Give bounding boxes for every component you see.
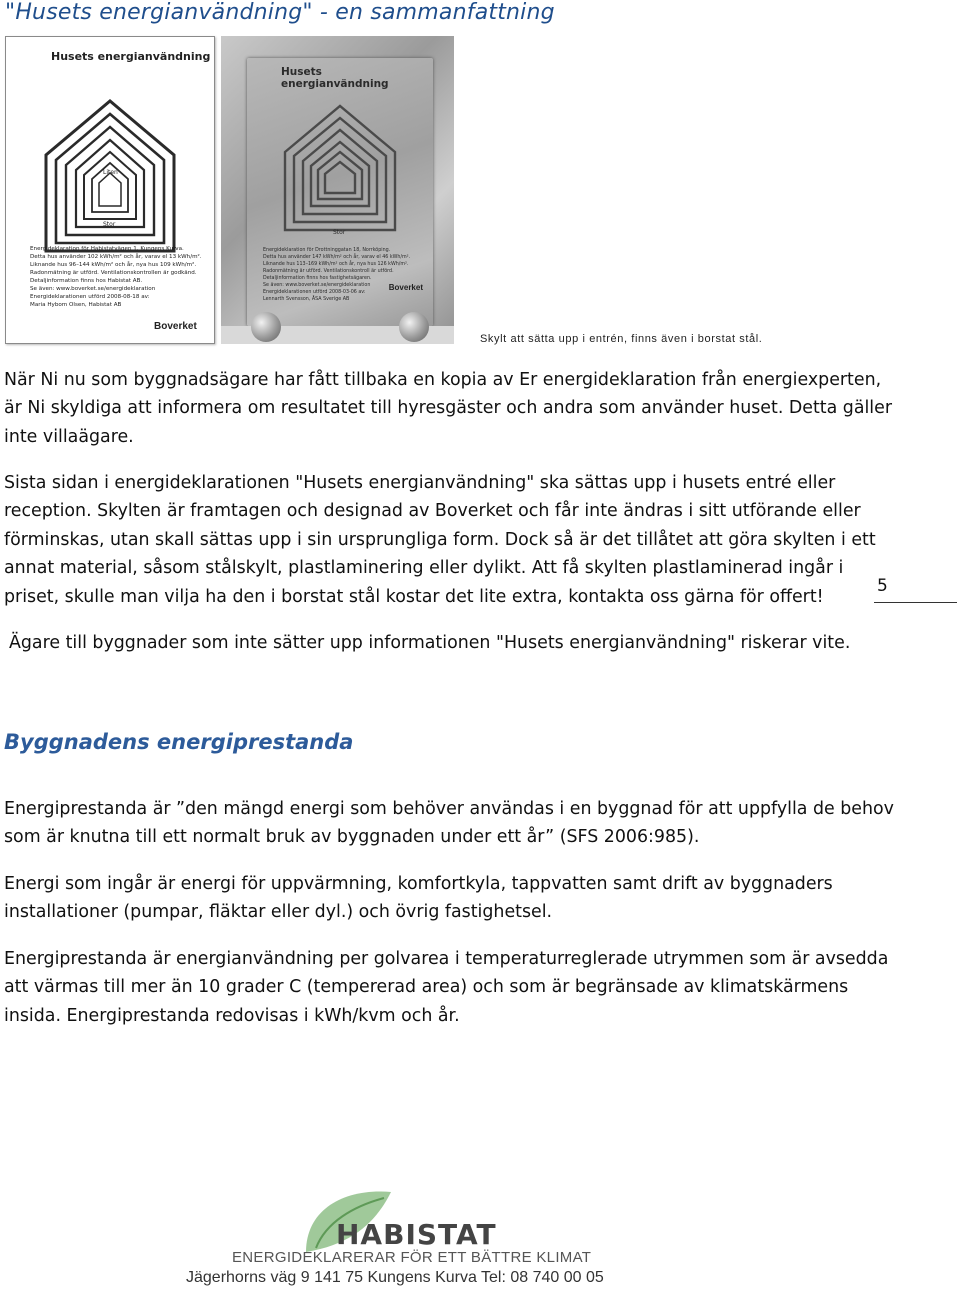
plaque-line-8: Lennarth Svensson, ÅSA Sverige AB (263, 297, 350, 302)
paragraph-6-line-3: insida. Energiprestanda redovisas i kWh/kvm och år. (4, 1005, 460, 1026)
label-line-2: Detta hus använder 102 kWh/m² och år, varav el 13 kWh/m². (30, 254, 202, 260)
boverket-logo: Boverket (154, 321, 197, 332)
habistat-address: Jägerhorns väg 9 141 75 Kungens Kurva Tel: 08 740 00 05 (186, 1269, 604, 1286)
label-line-4: Radonmätning är utförd. Ventilationskontrollen är godkänd. (30, 270, 197, 276)
label-line-8: Maria Hybom Olsen, Habistat AB (30, 302, 122, 308)
paragraph-1-line-3: inte villaägare. (4, 426, 134, 447)
paragraph-2 (4, 469, 876, 611)
paragraph-6-line-2: att värmas till mer än 10 grader C (tempererad area) och som är begränsade av klimatskärmens (4, 977, 849, 998)
plaque-line-3: Liknande hus 113–169 kWh/m² och år, nya hus 126 kWh/m². (263, 262, 409, 267)
house-rating-graphic (6, 65, 214, 265)
paragraph-4-line-1: Energiprestanda är ”den mängd energi som behöver användas i en byggnad för att uppfylla de behov (4, 799, 894, 819)
plaque-line-4: Radonmätning är utförd. Ventilationskontroll är utförd. (263, 269, 394, 274)
page-title: "Husets energianvändning" - en sammanfattning (5, 0, 555, 25)
label-line-6: Se även: www.boverket.se/energideklaration (30, 286, 156, 292)
plaque-house-graphic (247, 76, 433, 246)
paragraph-4-line-2: som är knutna till ett normalt bruk av byggnaden under ett år” (SFS 2006:985). (4, 827, 700, 848)
habistat-brand: HABISTAT (336, 1218, 497, 1251)
paragraph-5-line-2: installationer (pumpar, fläktar eller dyl.) och övrig fastighetsel. (4, 902, 553, 923)
plaque-line-5: Detaljinformation finns hos fastighetsägaren. (263, 276, 372, 281)
paragraph-1-line-1: När Ni nu som byggnadsägare har fått tillbaka en kopia av Er energideklaration från energiexperten, (4, 370, 882, 390)
plaque-boverket-logo: Boverket (388, 283, 423, 292)
mounting-knob-right (399, 312, 429, 342)
paragraph-2-line-2: reception. Skylten är framtagen och designad av Boverket och får inte ändras i sitt utförande eller (4, 501, 861, 522)
habistat-logo (186, 1188, 626, 1288)
paragraph-6 (4, 945, 889, 1030)
label-line-7: Energideklarationen utförd 2008-08-18 av: (30, 294, 150, 300)
page-number-rule (874, 602, 957, 603)
plaque-line-7: Energideklarationen utförd 2008-03-06 av: (263, 290, 366, 295)
paragraph-6-line-1: Energiprestanda är energianvändning per golvarea i temperaturreglerade utrymmen som är avsedda (4, 949, 889, 969)
image-caption: Skylt att sätta upp i entrén, finns även i borstat stål. (480, 333, 763, 345)
label-line-5: Detaljinformation finns hos Habistat AB. (30, 278, 143, 284)
label-line-1: Energideklaration för Habistatvägen 1, Kungens Kurva. (30, 246, 184, 252)
plaque-stor: Stor (333, 229, 346, 236)
paragraph-3-line-1: Ägare till byggnader som inte sätter upp informationen "Husets energianvändning" riskerar vite. (9, 633, 851, 653)
paragraph-2-line-3: förminskas, utan skall sättas upp i sin ursprungliga form. Dock så är det tillåtet att göra skylten i ett (4, 529, 876, 550)
mounting-knob-left (251, 312, 281, 342)
paragraph-2-line-1: Sista sidan i energideklarationen "Husets energianvändning" ska sättas upp i husets entré eller (4, 473, 836, 493)
paragraph-4 (4, 795, 894, 852)
paragraph-5 (4, 870, 844, 927)
label-stor: Stor (103, 221, 116, 228)
page-number: 5 (877, 576, 888, 596)
paragraph-1 (4, 366, 892, 451)
paragraph-5-line-1: Energi som ingår är energi för uppvärmning, komfortkyla, tappvatten samt drift av byggnaders (4, 874, 833, 894)
section-heading: Byggnadens energiprestanda (4, 730, 354, 754)
habistat-tagline: ENERGIDEKLARERAR FÖR ETT BÄTTRE KLIMAT (232, 1249, 592, 1266)
paragraph-1-line-2: är Ni skyldiga att informera om resultatet till hyresgäster och andra som använder huset. Detta gäller (4, 398, 892, 419)
plaque-title: Husets energianvändning (281, 66, 389, 90)
label-line-3: Liknande hus 96–144 kWh/m² och år, nya hus 109 kWh/m². (30, 262, 197, 268)
label-title: Husets energianvändning (51, 50, 211, 63)
plaque-line-1: Energideklaration för Drottninggatan 18, Norrköping. (263, 248, 391, 253)
paragraph-2-line-4: annat material, såsom stålskylt, plastlaminering eller dylikt. Att få skylten plastlaminerad ingår i (4, 558, 844, 579)
energy-label-image (5, 36, 215, 344)
plaque-line-6: Se även: www.boverket.se/energideklaration (263, 283, 371, 288)
label-liten: Liten (103, 169, 118, 176)
paragraph-2-line-5: priset, skulle man vilja ha den i borstat stål kostar det lite extra, kontakta oss gärna för offert! (4, 586, 824, 607)
steel-plate (247, 58, 433, 326)
steel-plaque-photo (221, 36, 454, 344)
plaque-line-2: Detta hus använder 147 kWh/m² och år, varav el 46 kWh/m². (263, 255, 411, 260)
paragraph-3 (9, 629, 849, 657)
